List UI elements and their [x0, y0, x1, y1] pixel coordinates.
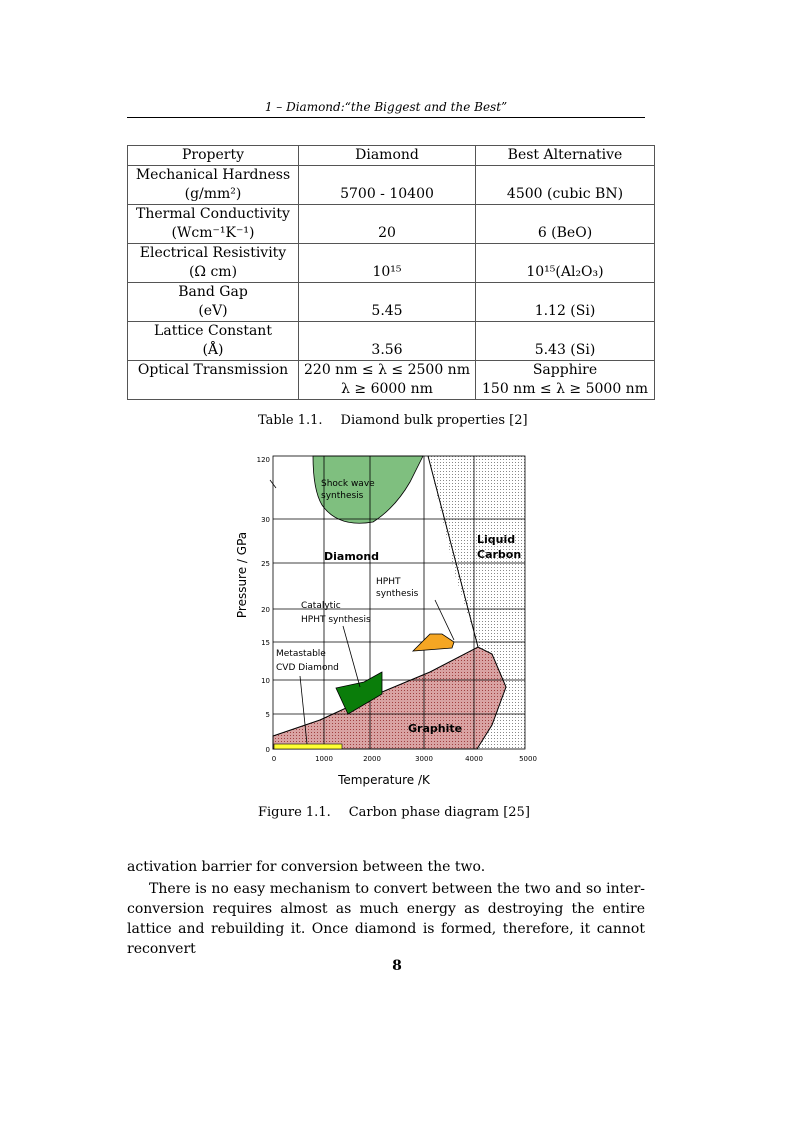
property-name: Electrical Resistivity — [139, 245, 287, 261]
y-axis-title: Pressure / GPa — [235, 531, 249, 619]
label-line: synthesis — [321, 491, 364, 501]
alternative-value — [476, 361, 655, 400]
diamond-value: 5.45 — [299, 283, 476, 322]
property-name: Band Gap — [178, 284, 248, 300]
diamond-value — [299, 361, 476, 400]
property-name: Mechanical Hardness — [135, 167, 291, 183]
figure-caption-number: Figure 1.1. — [258, 805, 331, 820]
property-cell — [128, 166, 299, 205]
label-line: Carbon — [477, 548, 522, 561]
table-header-row — [128, 146, 655, 166]
table-row — [128, 361, 655, 400]
property-cell — [128, 244, 299, 283]
property-unit: (Ω cm) — [188, 264, 238, 280]
property-unit: (Å) — [202, 342, 224, 358]
cvd-region — [274, 744, 342, 749]
page-number: 8 — [392, 958, 402, 974]
alternative-value: 1.12 (Si) — [476, 283, 655, 322]
diamond-value-line: 220 nm ≤ λ ≤ 2500 nm — [304, 362, 470, 378]
y-tick: 5 — [265, 711, 270, 719]
property-unit: (Wcm⁻¹K⁻¹) — [171, 225, 255, 241]
y-tick: 0 — [265, 746, 270, 754]
x-tick: 4000 — [465, 755, 483, 763]
region-label-diamond: Diamond — [324, 550, 380, 563]
alternative-value: 6 (BeO) — [476, 205, 655, 244]
table-caption-text: Diamond bulk properties [2] — [340, 413, 528, 428]
alternative-value: 10¹⁵(Al₂O₃) — [476, 244, 655, 283]
property-cell — [128, 322, 299, 361]
y-tick: 30 — [261, 516, 270, 524]
label-line: HPHT — [376, 577, 401, 587]
phase-diagram — [230, 450, 550, 790]
label-catalytic — [301, 601, 371, 625]
table-row — [128, 205, 655, 244]
property-cell — [128, 205, 299, 244]
diamond-value: 10¹⁵ — [299, 244, 476, 283]
property-unit: (g/mm²) — [184, 186, 242, 202]
table-row — [128, 166, 655, 205]
property-cell — [128, 283, 299, 322]
shock-wave-region — [313, 456, 423, 523]
label-metastable — [276, 649, 339, 673]
paragraph: activation barrier for conversion between the two. — [127, 859, 486, 875]
diamond-value-line: λ ≥ 6000 nm — [341, 381, 433, 397]
label-line: CVD Diamond — [276, 663, 339, 673]
paragraph: There is no easy mechanism to convert between the two and so inter-conversion requires almost as much energy as destroying the entire lattice and rebuilding it. Once diamond is formed, therefore, it cannot reconvert — [127, 881, 645, 957]
x-tick: 3000 — [415, 755, 433, 763]
table-row — [128, 283, 655, 322]
y-tick: 10 — [261, 677, 270, 685]
label-line: synthesis — [376, 589, 419, 599]
y-tick: 25 — [261, 560, 270, 568]
property-name: Lattice Constant — [154, 323, 272, 339]
label-line: Catalytic — [301, 601, 341, 611]
x-tick: 1000 — [315, 755, 333, 763]
label-line: Liquid — [477, 533, 516, 546]
x-tick: 2000 — [363, 755, 381, 763]
label-line: Shock wave — [321, 479, 375, 489]
diamond-value: 3.56 — [299, 322, 476, 361]
column-header: Property — [128, 146, 299, 166]
label-line: HPHT synthesis — [301, 615, 371, 625]
figure-caption-text: Carbon phase diagram [25] — [348, 805, 530, 820]
property-name: Optical Transmission — [137, 362, 289, 378]
running-header: 1 – Diamond:“the Biggest and the Best” — [264, 100, 508, 114]
table-row — [128, 322, 655, 361]
property-unit: (eV) — [198, 303, 228, 319]
alternative-value-line: 150 nm ≤ λ ≥ 5000 nm — [482, 381, 648, 397]
alternative-value-line: Sapphire — [532, 362, 598, 378]
property-name: Thermal Conductivity — [136, 206, 290, 222]
table-caption — [258, 413, 528, 428]
y-tick: 120 — [256, 456, 270, 464]
x-tick: 0 — [271, 755, 277, 763]
hpht-region — [413, 634, 454, 651]
column-header: Best Alternative — [476, 146, 655, 166]
region-label-graphite: Graphite — [408, 722, 463, 735]
label-line: Metastable — [276, 649, 326, 659]
property-cell — [128, 361, 299, 400]
header-rule — [127, 117, 645, 118]
alternative-value: 5.43 (Si) — [476, 322, 655, 361]
y-tick: 20 — [261, 606, 270, 614]
properties-table — [127, 145, 655, 400]
diamond-value: 20 — [299, 205, 476, 244]
table-caption-number: Table 1.1. — [258, 413, 323, 428]
figure-caption — [258, 805, 530, 820]
column-header: Diamond — [299, 146, 476, 166]
y-tick: 15 — [261, 639, 270, 647]
x-tick: 5000 — [519, 755, 537, 763]
label-hpht — [376, 577, 419, 599]
table-row — [128, 244, 655, 283]
diamond-value: 5700 - 10400 — [299, 166, 476, 205]
alternative-value: 4500 (cubic BN) — [476, 166, 655, 205]
x-axis-title: Temperature /K — [338, 773, 430, 787]
